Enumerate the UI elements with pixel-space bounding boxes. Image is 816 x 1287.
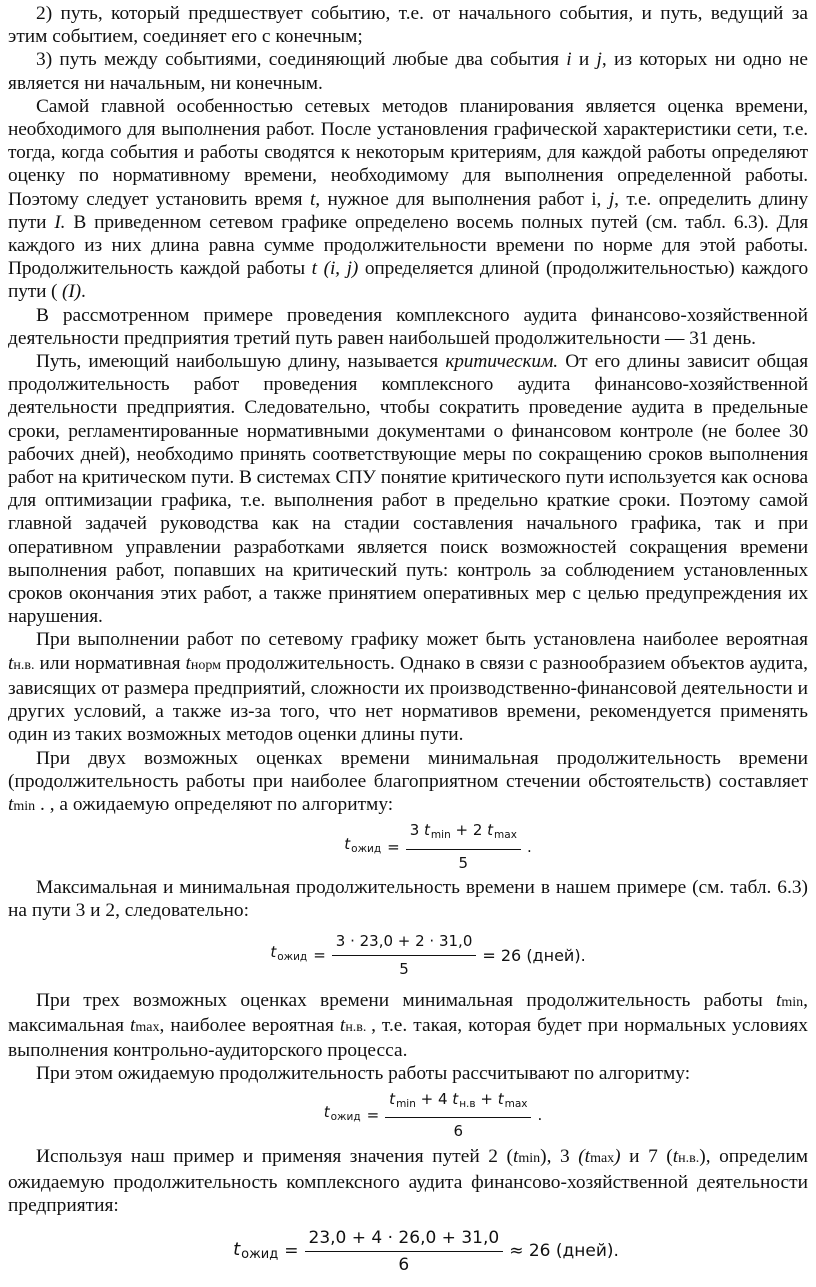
formula-lhs: tожид [233,1238,279,1262]
formula-denominator: 6 [398,1254,410,1275]
italic-I-paren: (I) [62,281,81,303]
symbol-t: t [8,652,14,674]
symbol-t: t [584,1146,591,1168]
formula-numerator: 23,0 + 4 · 26,0 + 31,0 [305,1227,504,1252]
symbol-t: t [672,1146,679,1168]
formula-lhs: $t_{ожид}$ [323,1103,361,1124]
subscript: max [135,1019,160,1035]
paragraph-two-estimates [8,747,808,819]
formula-equals: = [387,837,400,856]
symbol-t: t [8,793,14,815]
subscript: min [518,1151,541,1167]
symbol-t: t [185,652,191,674]
formula-equals: = [313,945,326,964]
paren: ) [614,1146,621,1168]
text-fragment: , максимальная [8,989,808,1036]
text-fragment: и 7 ( [620,1146,673,1168]
italic-j: j [596,49,602,71]
formula-result: ≈ 26 (дней). [509,1241,619,1262]
paragraph-time-estimation [8,95,808,304]
italic-critical: критическим. [445,351,558,373]
symbol-t: t [130,1014,136,1036]
formula-tail: . [526,837,532,856]
paragraph-example-values: Максимальная и минимальная продолжительность времени в нашем примере (см. табл. 6.3) на пути 3 и 2, следовательно: [8,877,808,922]
text-fragment: или нормативная [34,652,186,674]
text-fragment: нужное для выполнения работ i, [319,188,609,210]
formula-numerator: 3 · 23,0 + 2 · 31,0 [332,930,477,955]
paragraph-probable-duration [8,628,808,746]
text-fragment: Самой главной особенностью сетевых методов планирования является оценка времени, необходимого для выполнения работ. После установления графической характеристики сети, т.е. тогда, когда события и работы сводятся к некоторым критериям, для каждой работы определяют оценку по нормативному времени, необходимому для выполнения определенной работы. Поэтому следует установить время [8,95,808,210]
subscript: min [781,994,804,1010]
text-fragment: , наиболее вероятная [159,1014,340,1036]
text-fragment: ), определим ожидаемую продолжительность комплексного аудита финансово-хозяйственной деятельности предприятия: [8,1146,808,1216]
formula-denominator: 5 [399,959,409,978]
formula-fraction [332,930,477,980]
text-fragment: , из которых ни одно не является ни начальным, ни конечным. [8,49,808,94]
subscript: н.в. [13,657,35,673]
symbol-t: t [512,1146,519,1168]
italic-j: j [608,188,615,210]
formula-lhs: $t_{ожид}$ [344,835,382,855]
italic-I: I. [54,211,66,233]
formula-tail: . [537,1105,543,1124]
text-fragment: продолжительность. Однако в связи с разнообразием объектов аудита, зависящих от размера предприятий, сложности их производственно-финансовой деятельности и других условий, а также из-за того, что нет нормативов времени, рекомендуется применять один из таких возможных методов оценки длины пути. [8,652,808,746]
paragraph-algorithm-intro: При этом ожидаемую продолжительность работы рассчитывают по алгоритму: [36,1063,691,1085]
subscript: max [590,1151,615,1167]
paragraph-path-2: 2) путь, который предшествует событию, т.е. от начального события, и путь, ведущий за этим событием, соединяет его с конечным; [8,3,808,48]
formula-two-estimates-example [48,923,808,989]
italic-t-ij: t (i, j) [311,258,359,280]
paragraph-path-3 [8,48,808,94]
formula-equals: = [284,1241,299,1262]
text-fragment: определяется длиной (продолжительностью) каждого пути ( [8,258,809,303]
text-fragment: Используя наш пример и применяя значения путей 2 ( [36,1146,513,1168]
subscript: норм [190,657,222,673]
subscript: н.в. [678,1151,700,1167]
formula-fraction [406,819,521,874]
formula-numerator: 3 $t_{min} + 2$ $t_{max}$ [406,819,521,849]
formula-denominator: 6 [453,1121,464,1140]
formula-lhs: $t_{ожид}$ [270,943,308,964]
formula-two-estimates [68,818,808,876]
italic-i: i [566,49,572,71]
text-fragment: 3) путь между событиями, соединяющий любые два события [36,49,567,71]
formula-result: = 26 (дней). [482,945,586,965]
text-fragment: При двух возможных оценках времени минимальная продолжительность времени (продолжительность работы при наиболее благоприятном стечении обстоятельств) составляет [8,747,808,792]
text-fragment: , т.е. определить длину пути [8,188,808,233]
formula-numerator: $t_{min} + 4$ $t_{н.в} + t_{max}$ [385,1088,531,1118]
text-fragment: , т.е. такая, которая будет при нормальных условиях выполнения контрольно-аудиторского процесса. [8,1014,808,1061]
paragraph-third-path: В рассмотренном примере проведения комплексного аудита финансово-хозяйственной деятельности предприятия третий путь равен наибольшей продолжительности — 31 день. [8,304,808,349]
formula-equals: = [366,1105,380,1124]
italic-t: t, [310,188,320,210]
symbol-t: t [775,989,782,1011]
text-fragment: В приведенном сетевом графике определено восемь полных путей (см. табл. 6.3). Для каждого из них длина равна сумме продолжительности времени по норме для этой работы. Продолжительность каждой работы [8,211,808,280]
text-fragment: Путь, имеющий наибольшую длину, называется [36,351,446,373]
subscript: min [13,798,36,814]
text-fragment: . [80,281,86,303]
formula-fraction [385,1088,531,1143]
text-fragment: От его длины зависит общая продолжительность работ проведения комплексного аудита финансово-хозяйственной деятельности предприятия. Следовательно, чтобы сократить проведение аудита в предельные сроки, регламентированные нормативными документами о финансовом контроле (не более 30 рабочих дней), необходимо принять соответствующие меры по сокращению сроков выполнения работ на критическом пути. В системах СПУ понятие критического пути используется как основа для оптимизации графика, т.е. выполнения работ в предельно краткие сроки. Поэтому самой главной задачей руководства как на стадии составления начального графика, так и при оперативном управлении разработками является поиск возможностей сокращения времени выполнения работ, попавших на критический путь: контроль за соблюдением установленных сроков окончания этих работ, а также принятием оперативных мер с целью предупреждения их нарушения. [8,351,808,628]
formula-fraction [305,1227,504,1277]
text-fragment: и [571,49,597,71]
text-fragment: . , а ожидаемую определяют по алгоритму: [35,793,394,815]
formula-three-estimates-example [44,1217,808,1287]
symbol-t: t [339,1014,346,1036]
paragraph-three-estimates [8,989,808,1063]
paren: ( [578,1146,585,1168]
text-fragment: При трех возможных оценках времени минимальная продолжительность работы [36,989,776,1011]
paragraph-apply-example [8,1145,808,1217]
formula-three-estimates [58,1085,808,1145]
text-fragment: При выполнении работ по сетевому графику может быть установлена наиболее вероятная [36,629,808,651]
paragraph-critical-path [8,350,808,628]
formula-denominator: 5 [458,853,469,872]
subscript: н.в. [345,1019,372,1035]
text-fragment: ), 3 [540,1146,579,1168]
